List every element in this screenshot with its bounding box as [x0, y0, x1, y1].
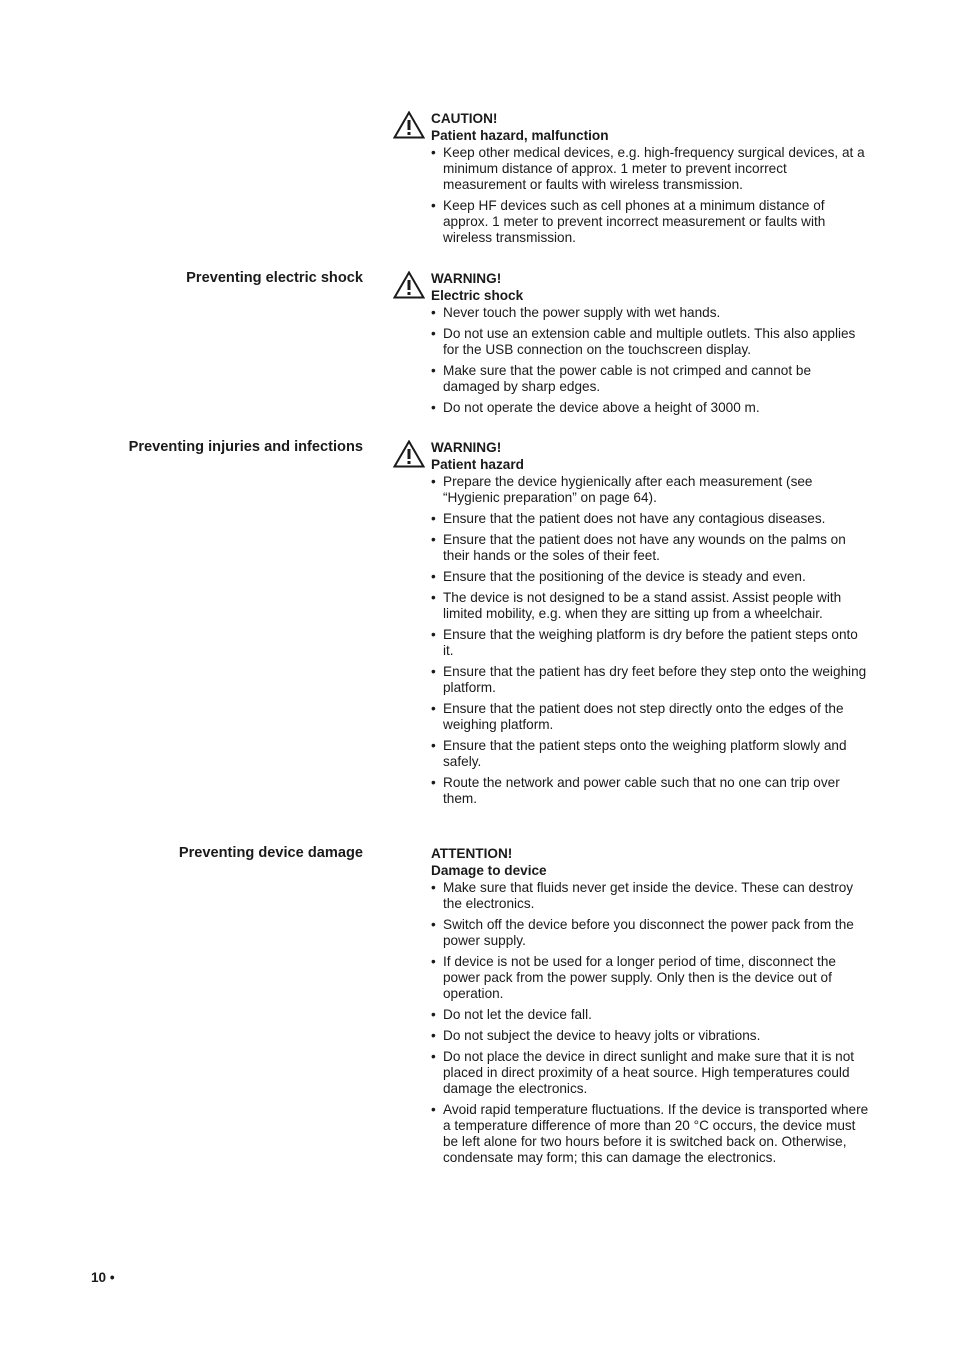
- list-item: • Do not place the device in direct sunlight and make sure that it is not placed in direct proximity of a heat source. High temperatures could damage the electronics.: [431, 1049, 871, 1097]
- list-item: • Ensure that the patient has dry feet before they step onto the weighing platform.: [431, 664, 871, 696]
- warning-triangle-icon: [393, 271, 425, 299]
- notice-subject: Patient hazard, malfunction: [431, 128, 609, 143]
- list-item: • Do not subject the device to heavy jolts or vibrations.: [431, 1028, 871, 1044]
- warning-triangle-icon: [393, 111, 425, 139]
- list-item: • Do not operate the device above a height of 3000 m.: [431, 400, 871, 416]
- page-number: 10 •: [91, 1270, 115, 1285]
- notice-type: ATTENTION!: [431, 846, 513, 861]
- list-item: • Do not let the device fall.: [431, 1007, 871, 1023]
- list-item: • If device is not be used for a longer period of time, disconnect the power pack from the power supply. Only then is the device out of operation.: [431, 954, 871, 1002]
- section-heading: Preventing electric shock: [186, 270, 363, 286]
- warning-notice: [431, 270, 871, 421]
- list-item: • Route the network and power cable such that no one can trip over them.: [431, 775, 871, 807]
- section-heading: Preventing device damage: [178, 845, 363, 861]
- warning-triangle-icon: [393, 440, 425, 468]
- list-item: • Avoid rapid temperature fluctuations. If the device is transported where a temperature difference of more than 20 °C occurs, the device must be left alone for two hours before it is switched back on. Otherwise, condensate may form; this can damage the electronics.: [431, 1102, 871, 1166]
- attention-notice: [431, 845, 871, 1171]
- notice-subject: Patient hazard: [431, 457, 524, 472]
- bullet-list: [431, 880, 871, 1166]
- section-heading: Preventing injuries and infections: [128, 439, 363, 455]
- notice-subject: Electric shock: [431, 288, 524, 303]
- warning-notice: [431, 439, 871, 812]
- list-item: • Ensure that the patient does not step directly onto the edges of the weighing platform.: [431, 701, 871, 733]
- list-item: • Ensure that the weighing platform is dry before the patient steps onto it.: [431, 627, 871, 659]
- list-item: • Never touch the power supply with wet hands.: [431, 305, 871, 321]
- list-item: • Make sure that the power cable is not crimped and cannot be damaged by sharp edges.: [431, 363, 871, 395]
- notice-subject: Damage to device: [431, 863, 547, 878]
- list-item: • Do not use an extension cable and multiple outlets. This also applies for the USB connection on the touchscreen display.: [431, 326, 871, 358]
- list-item: • The device is not designed to be a stand assist. Assist people with limited mobility, e.g. when they are sitting up from a wheelchair.: [431, 590, 871, 622]
- list-item: • Keep other medical devices, e.g. high-frequency surgical devices, at a minimum distance of approx. 1 meter to prevent incorrect measurement or faults with wireless transmission.: [431, 145, 871, 193]
- notice-type: CAUTION!: [431, 111, 498, 126]
- caution-notice: [431, 110, 871, 251]
- bullet-list: [431, 474, 871, 807]
- bullet-list: [431, 145, 871, 246]
- list-item: • Ensure that the positioning of the device is steady and even.: [431, 569, 871, 585]
- notice-type: WARNING!: [431, 440, 502, 455]
- bullet-list: [431, 305, 871, 416]
- list-item: • Ensure that the patient does not have any wounds on the palms on their hands or the soles of their feet.: [431, 532, 871, 564]
- list-item: • Make sure that fluids never get inside the device. These can destroy the electronics.: [431, 880, 871, 912]
- list-item: • Switch off the device before you disconnect the power pack from the power supply.: [431, 917, 871, 949]
- list-item: • Ensure that the patient does not have any contagious diseases.: [431, 511, 871, 527]
- list-item: • Ensure that the patient steps onto the weighing platform slowly and safely.: [431, 738, 871, 770]
- notice-type: WARNING!: [431, 271, 502, 286]
- list-item: • Keep HF devices such as cell phones at a minimum distance of approx. 1 meter to prevent incorrect measurement or faults with wireless transmission.: [431, 198, 871, 246]
- list-item: • Prepare the device hygienically after each measurement (see “Hygienic preparation” on page 64).: [431, 474, 871, 506]
